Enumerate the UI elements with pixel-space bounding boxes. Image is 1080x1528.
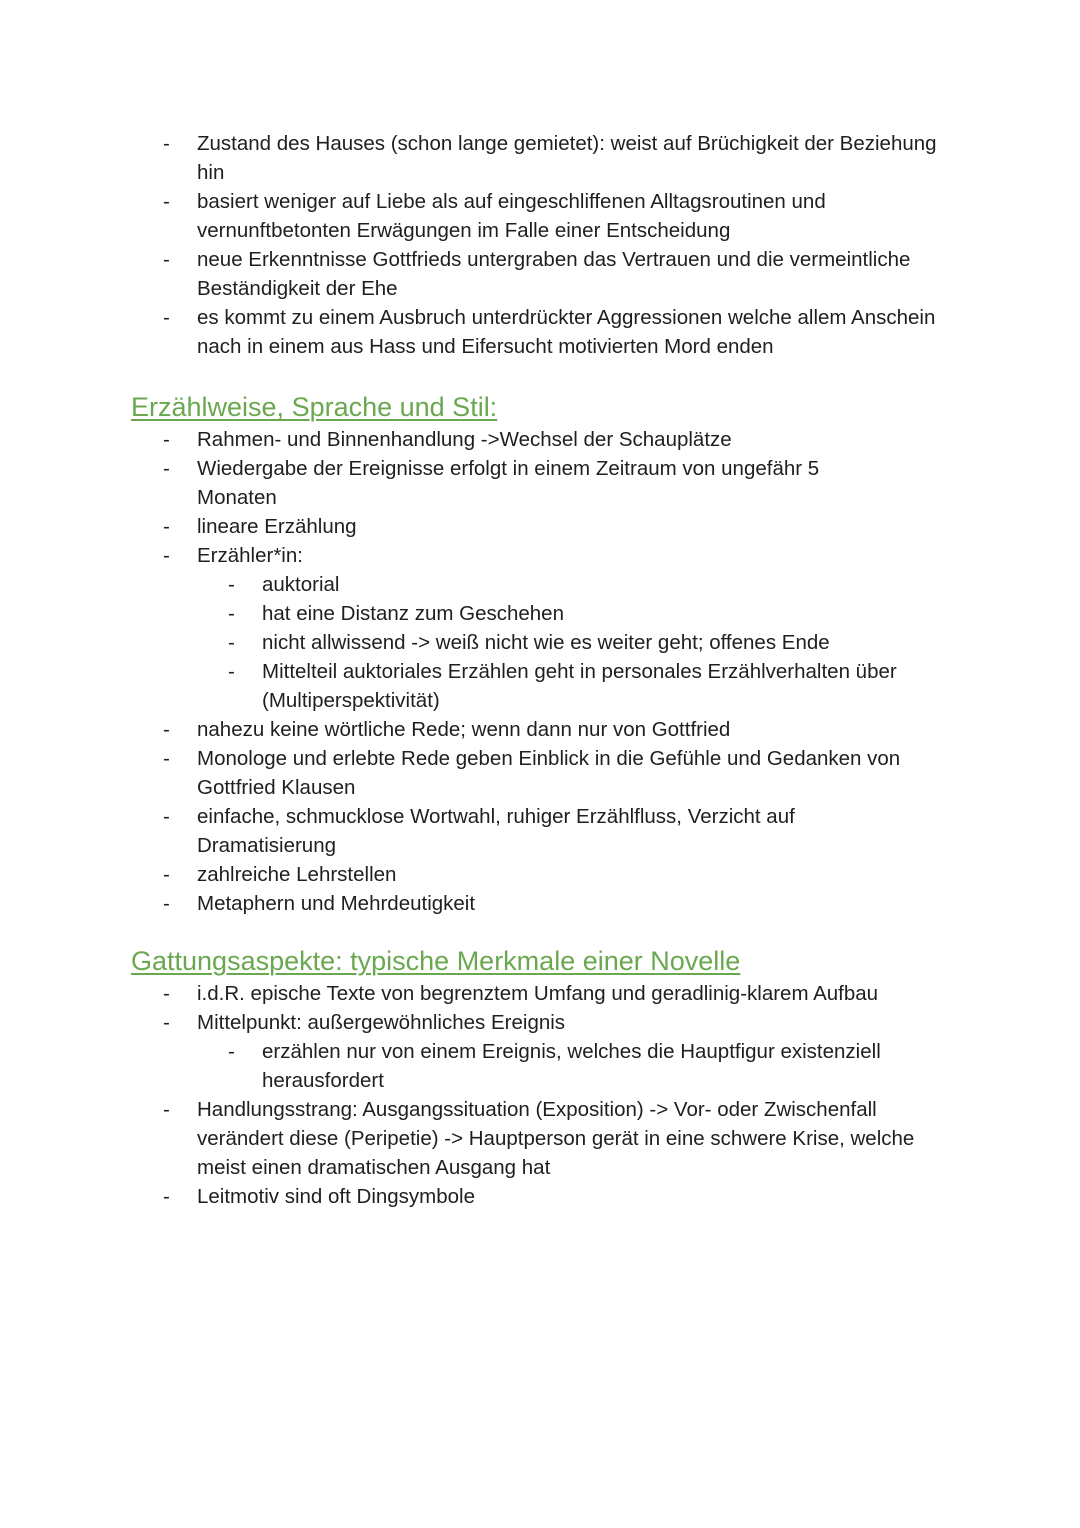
list-item (0, 1095, 932, 1182)
list-item (0, 979, 957, 1008)
list-item (0, 860, 957, 889)
bullet-dash: - (163, 892, 170, 915)
sub-list-item (0, 1037, 932, 1095)
bullet-dash: - (228, 573, 235, 596)
list-item-text: zahlreiche Lehrstellen (197, 863, 397, 886)
list-item (0, 512, 957, 541)
bullet-dash: - (228, 660, 235, 683)
sub-list-item (0, 599, 962, 628)
bullet-dash: - (163, 306, 170, 329)
list-item-text: erzählen nur von einem Ereignis, welches die Hauptfigur existenziell herausfordert (262, 1040, 881, 1092)
sub-list-item (0, 657, 962, 715)
list-item (0, 889, 957, 918)
bullet-dash: - (228, 602, 235, 625)
list-item (0, 245, 917, 303)
list-item-text: Zustand des Hauses (schon lange gemietet): weist auf Brüchigkeit der Beziehung hin (197, 132, 937, 184)
bullet-dash: - (163, 132, 170, 155)
list-item-text: Erzähler*in: (197, 544, 303, 567)
bullet-dash: - (163, 1098, 170, 1121)
list-item (0, 129, 957, 187)
list-item (0, 1182, 957, 1211)
list-item-text: Metaphern und Mehrdeutigkeit (197, 892, 476, 915)
bullet-dash: - (163, 515, 170, 538)
bullet-dash: - (163, 805, 170, 828)
gattungsaspekte-list (0, 979, 1080, 1211)
list-item-text: basiert weniger auf Liebe als auf eingeschliffenen Alltagsroutinen und vernunftbetonten Erwägungen im Falle einer Entscheidung (197, 190, 826, 242)
bullet-dash: - (163, 1185, 170, 1208)
sub-list-item (0, 570, 962, 599)
list-item-text: lineare Erzählung (197, 515, 357, 538)
list-item (0, 187, 957, 245)
list-item (0, 425, 957, 454)
bullet-dash: - (163, 428, 170, 451)
list-item-text: Handlungsstrang: Ausgangssituation (Exposition) -> Vor- oder Zwischenfall verändert diese (Peripetie) -> Hauptperson gerät in eine schwere Krise, welche meist einen dramatischen Ausgang hat (197, 1098, 915, 1179)
bullet-dash: - (228, 1040, 235, 1063)
list-item-text: auktorial (262, 573, 340, 596)
list-item-text: Mittelpunkt: außergewöhnliches Ereignis (197, 1011, 566, 1034)
bullet-dash: - (163, 190, 170, 213)
bullet-dash: - (163, 544, 170, 567)
list-item (0, 802, 857, 860)
list-item-text: Wiedergabe der Ereignisse erfolgt in einem Zeitraum von ungefähr 5 Monaten (197, 457, 820, 509)
list-item-text: es kommt zu einem Ausbruch unterdrückter Aggressionen welche allem Anschein nach in einem aus Hass und Eifersucht motivierten Mord enden (197, 306, 936, 358)
bullet-dash: - (163, 863, 170, 886)
intro-list (0, 129, 1080, 361)
list-item (0, 541, 957, 570)
list-item-text: i.d.R. epische Texte von begrenztem Umfang und geradlinig-klarem Aufbau (197, 982, 879, 1005)
bullet-dash: - (228, 631, 235, 654)
list-item-text: Monologe und erlebte Rede geben Einblick in die Gefühle und Gedanken von Gottfried Klausen (197, 747, 901, 799)
list-item-text: neue Erkenntnisse Gottfrieds untergraben das Vertrauen und die vermeintliche Beständigkeit der Ehe (197, 248, 911, 300)
list-item-text: Leitmotiv sind oft Dingsymbole (197, 1185, 476, 1208)
bullet-dash: - (163, 248, 170, 271)
list-item-text: Rahmen- und Binnenhandlung ->Wechsel der Schauplätze (197, 428, 732, 451)
list-item (0, 715, 957, 744)
section-heading-gattungsaspekte: Gattungsaspekte: typische Merkmale einer Novelle (131, 946, 741, 976)
section-heading-erzaehlweise: Erzählweise, Sprache und Stil: (131, 392, 498, 422)
bullet-dash: - (163, 457, 170, 480)
list-item-text: hat eine Distanz zum Geschehen (262, 602, 564, 625)
list-item (0, 744, 957, 802)
bullet-dash: - (163, 1011, 170, 1034)
list-item-text: Mittelteil auktoriales Erzählen geht in personales Erzählverhalten über (Multiperspektivität) (262, 660, 897, 712)
list-item (0, 1008, 957, 1037)
bullet-dash: - (163, 718, 170, 741)
sub-list-item (0, 628, 962, 657)
list-item (0, 303, 957, 361)
list-item-text: einfache, schmucklose Wortwahl, ruhiger Erzählfluss, Verzicht auf Dramatisierung (197, 805, 795, 857)
list-item-text: nahezu keine wörtliche Rede; wenn dann nur von Gottfried (197, 718, 731, 741)
erzaehlweise-list (0, 425, 1080, 918)
bullet-dash: - (163, 982, 170, 1005)
list-item (0, 454, 877, 512)
list-item-text: nicht allwissend -> weiß nicht wie es weiter geht; offenes Ende (262, 631, 830, 654)
bullet-dash: - (163, 747, 170, 770)
